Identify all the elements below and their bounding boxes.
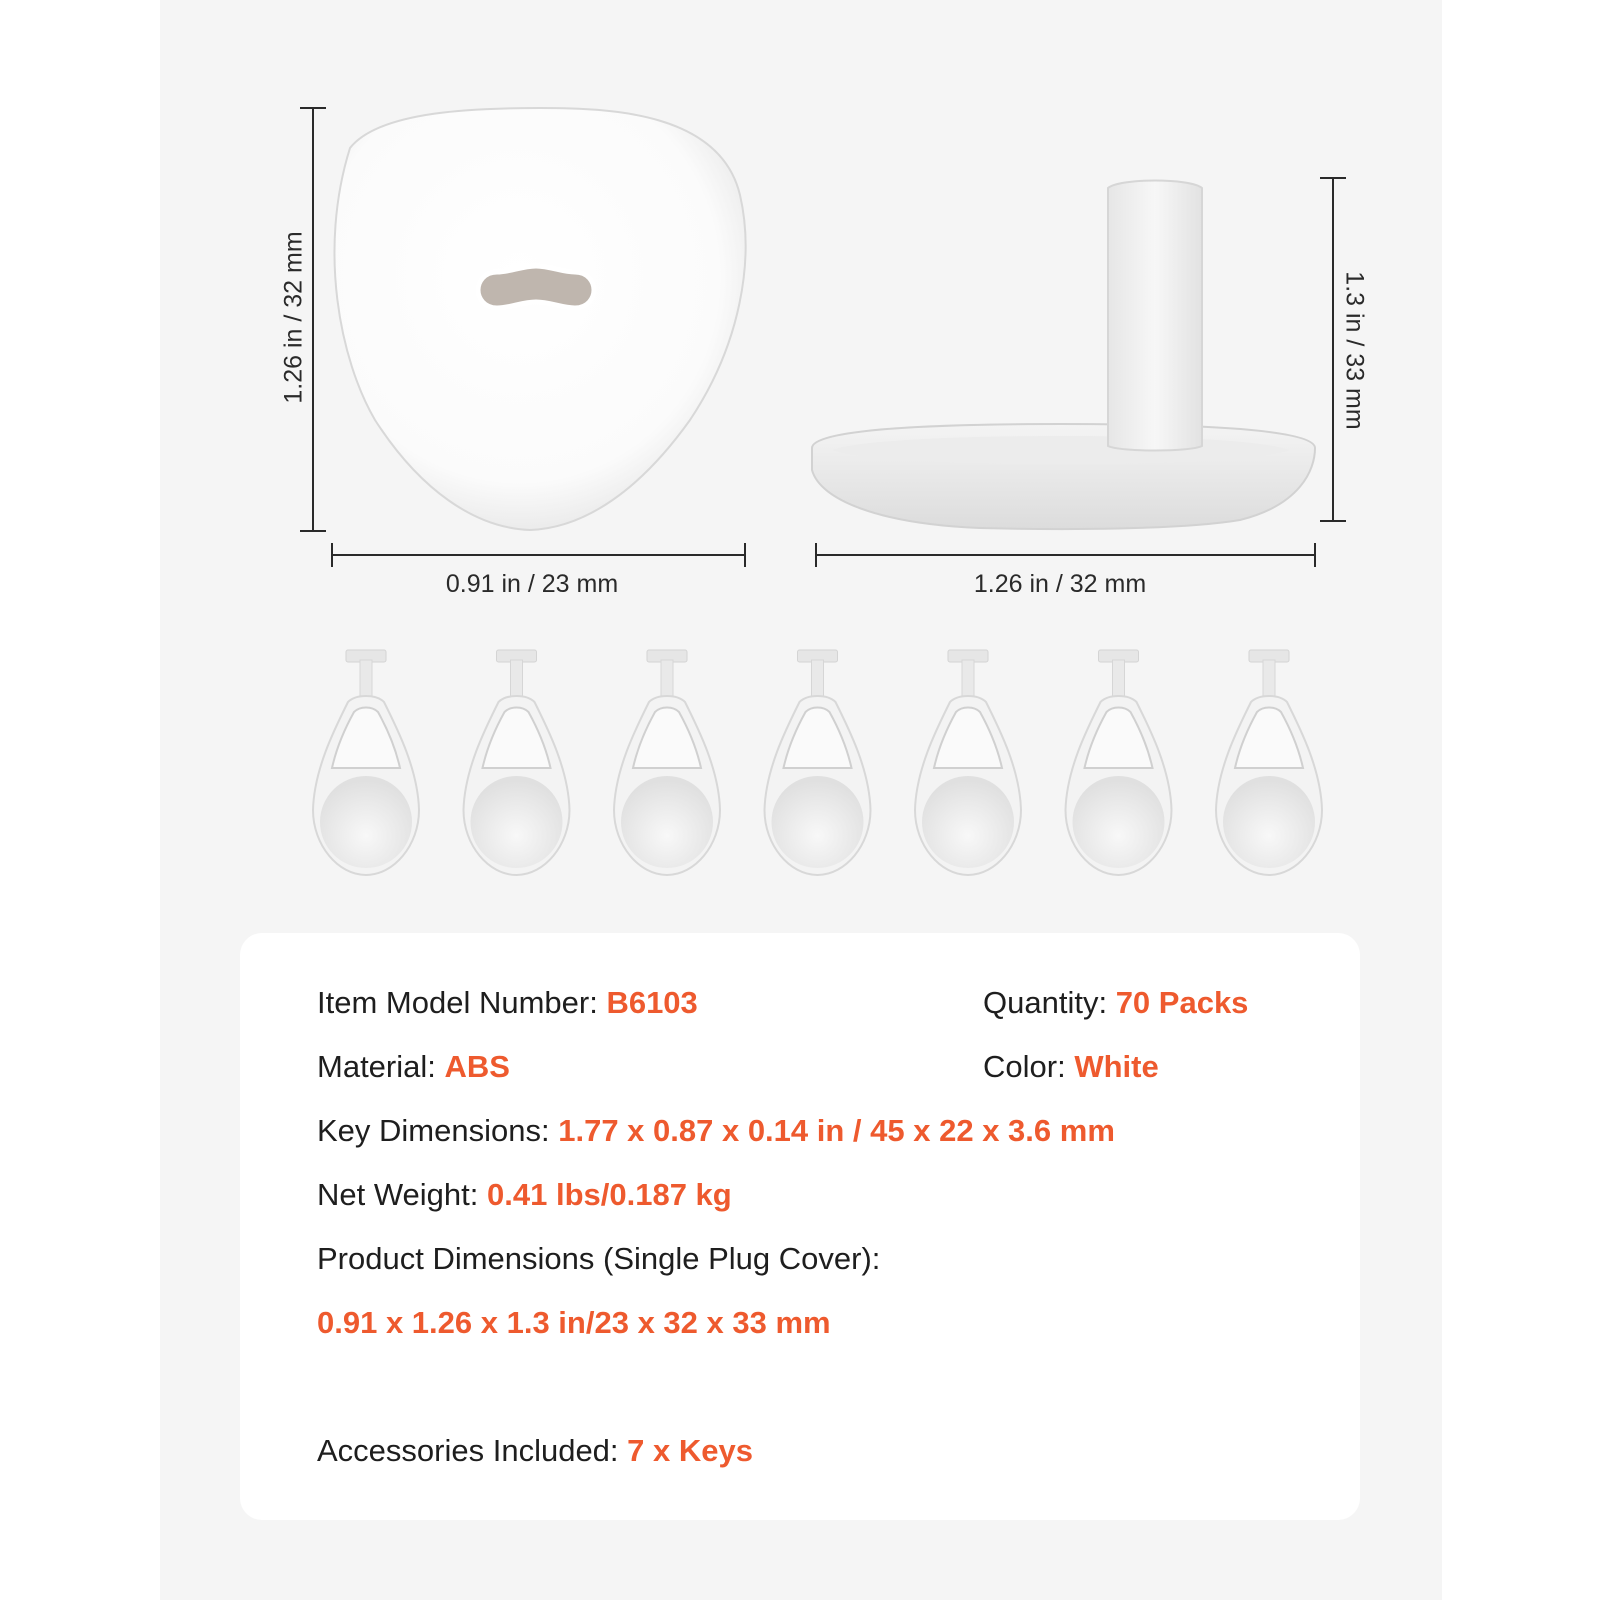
spec-quantity-label: Quantity:	[983, 985, 1116, 1020]
spec-key-dimensions-label: Key Dimensions:	[317, 1113, 559, 1148]
spec-net-weight	[317, 1179, 732, 1210]
spec-key-dimensions-value: 1.77 x 0.87 x 0.14 in / 45 x 22 x 3.6 mm	[558, 1113, 1115, 1148]
spec-product-dimensions-value	[317, 1307, 831, 1338]
spec-quantity-value: 70 Packs	[1115, 985, 1249, 1020]
spec-color	[983, 1051, 1159, 1082]
spec-material-value: ABS	[444, 1049, 510, 1084]
specs-card	[240, 933, 1360, 1520]
spec-quantity	[983, 987, 1248, 1018]
key-slot	[478, 266, 594, 308]
spec-color-label: Color:	[983, 1049, 1075, 1084]
plug-prong	[1108, 181, 1202, 451]
spec-model-label: Item Model Number:	[317, 985, 607, 1020]
spec-color-value: White	[1074, 1049, 1159, 1084]
plug-cover-front-view	[334, 108, 745, 530]
spec-product-dimensions-label: Product Dimensions (Single Plug Cover):	[317, 1241, 881, 1276]
spec-net-weight-value: 0.41 lbs/0.187 kg	[487, 1177, 732, 1212]
key-5	[915, 650, 1021, 875]
spec-accessories	[317, 1435, 753, 1466]
spec-model	[317, 987, 698, 1018]
spec-product-dimensions-value-text: 0.91 x 1.26 x 1.3 in/23 x 32 x 33 mm	[317, 1305, 831, 1340]
side-height-label: 1.3 in / 33 mm	[1340, 271, 1369, 430]
key-6	[1066, 650, 1172, 875]
key-4	[765, 650, 871, 875]
front-height-label: 1.26 in / 32 mm	[279, 231, 308, 404]
front-width-label: 0.91 in / 23 mm	[445, 570, 619, 598]
spec-net-weight-label: Net Weight:	[317, 1177, 488, 1212]
key-7	[1216, 650, 1322, 875]
key-2	[464, 650, 570, 875]
spec-key-dimensions	[317, 1115, 1115, 1146]
key-1	[313, 650, 419, 875]
spec-accessories-label: Accessories Included:	[317, 1433, 628, 1468]
spec-material	[317, 1051, 510, 1082]
spec-model-value: B6103	[606, 985, 698, 1020]
plug-cover-side-view	[812, 181, 1315, 530]
spec-accessories-value: 7 x Keys	[627, 1433, 753, 1468]
spec-material-label: Material:	[317, 1049, 445, 1084]
side-width-label: 1.26 in / 32 mm	[973, 570, 1147, 598]
keys-row	[313, 650, 1322, 875]
key-3	[614, 650, 720, 875]
